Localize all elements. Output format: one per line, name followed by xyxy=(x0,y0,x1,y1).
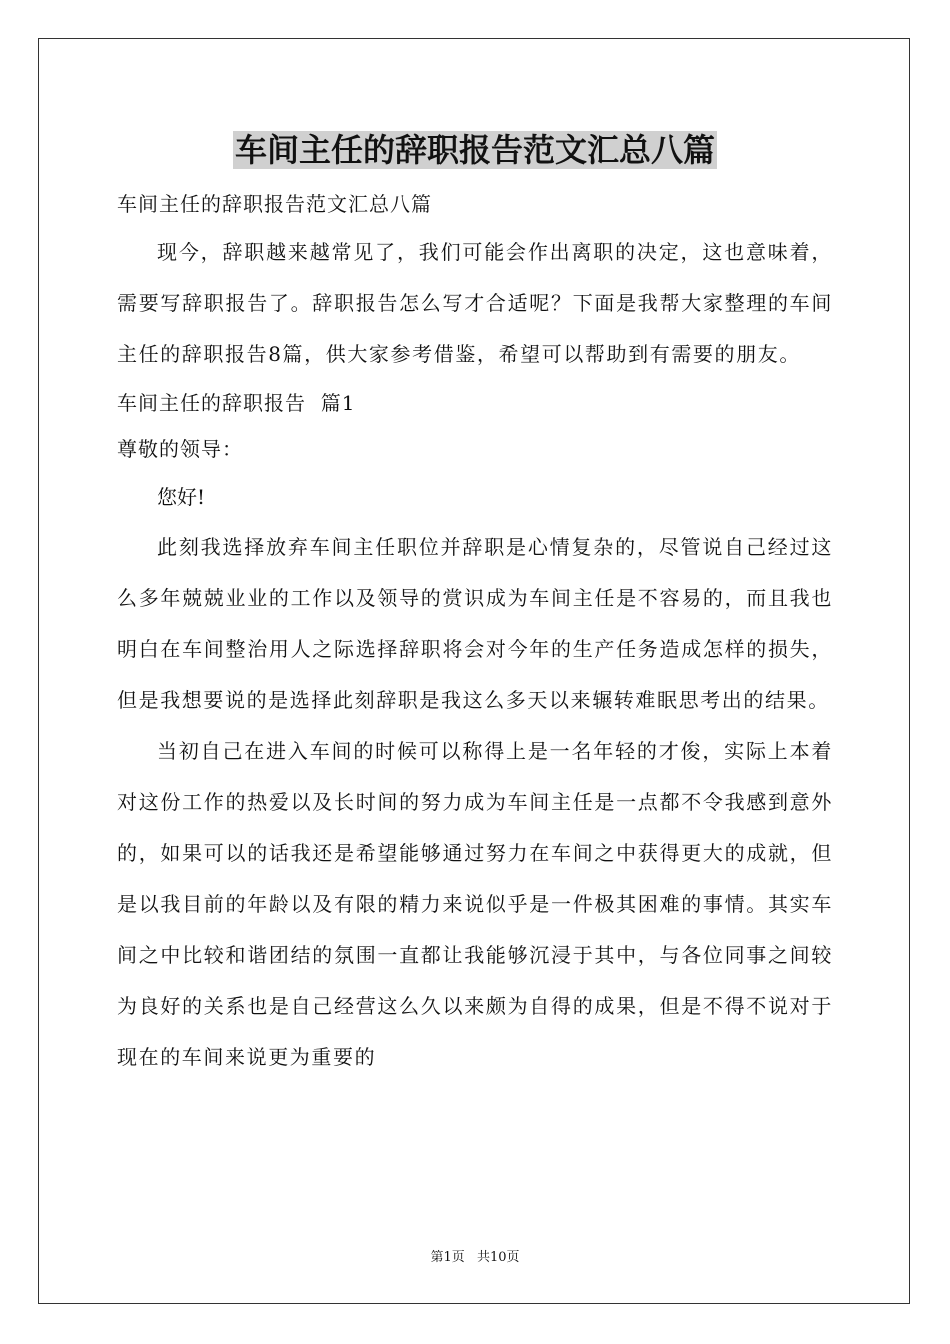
page-footer xyxy=(0,1246,950,1265)
document-body xyxy=(117,125,833,1083)
salutation: 尊敬的领导： xyxy=(117,437,243,461)
document-title xyxy=(117,125,833,175)
document-subtitle: 车间主任的辞职报告范文汇总八篇 xyxy=(117,192,432,216)
document-title-text: 车间主任的辞职报告范文汇总八篇 xyxy=(234,131,715,169)
body-paragraph-1: 此刻我选择放弃车间主任职位并辞职是心情复杂的，尽管说自己经过这么多年兢兢业业的工作以及领导的赏识成为车间主任是不容易的，而且我也明白在车间整治用人之际选择辞职将会对今年的生产任务造成怎样的损失，但是我想要说的是选择此刻辞职是我这么多天以来辗转难眠思考出的结果。 xyxy=(117,535,833,712)
greeting: 您好! xyxy=(157,485,206,509)
page-number: 第1页 xyxy=(430,1250,465,1265)
intro-paragraph: 现今，辞职越来越常见了，我们可能会作出离职的决定，这也意味着，需要写辞职报告了。辞职报告怎么写才合适呢？下面是我帮大家整理的车间主任的辞职报告8篇，供大家参考借鉴，希望可以帮助到有需要的朋友。 xyxy=(117,240,833,366)
body-paragraph-2: 当初自己在进入车间的时候可以称得上是一名年轻的才俊，实际上本着对这份工作的热爱以及长时间的努力成为车间主任是一点都不令我感到意外的，如果可以的话我还是希望能够通过努力在车间之中获得更大的成就，但是以我目前的年龄以及有限的精力来说似乎是一件极其困难的事情。其实车间之中比较和谐团结的氛围一直都让我能够沉浸于其中，与各位同事之间较为良好的关系也是自己经营这么久以来颇为自得的成果，但是不得不说对于现在的车间来说更为重要的 xyxy=(117,739,833,1069)
section-heading: 车间主任的辞职报告 篇1 xyxy=(117,391,356,415)
page-total: 共10页 xyxy=(476,1250,520,1265)
